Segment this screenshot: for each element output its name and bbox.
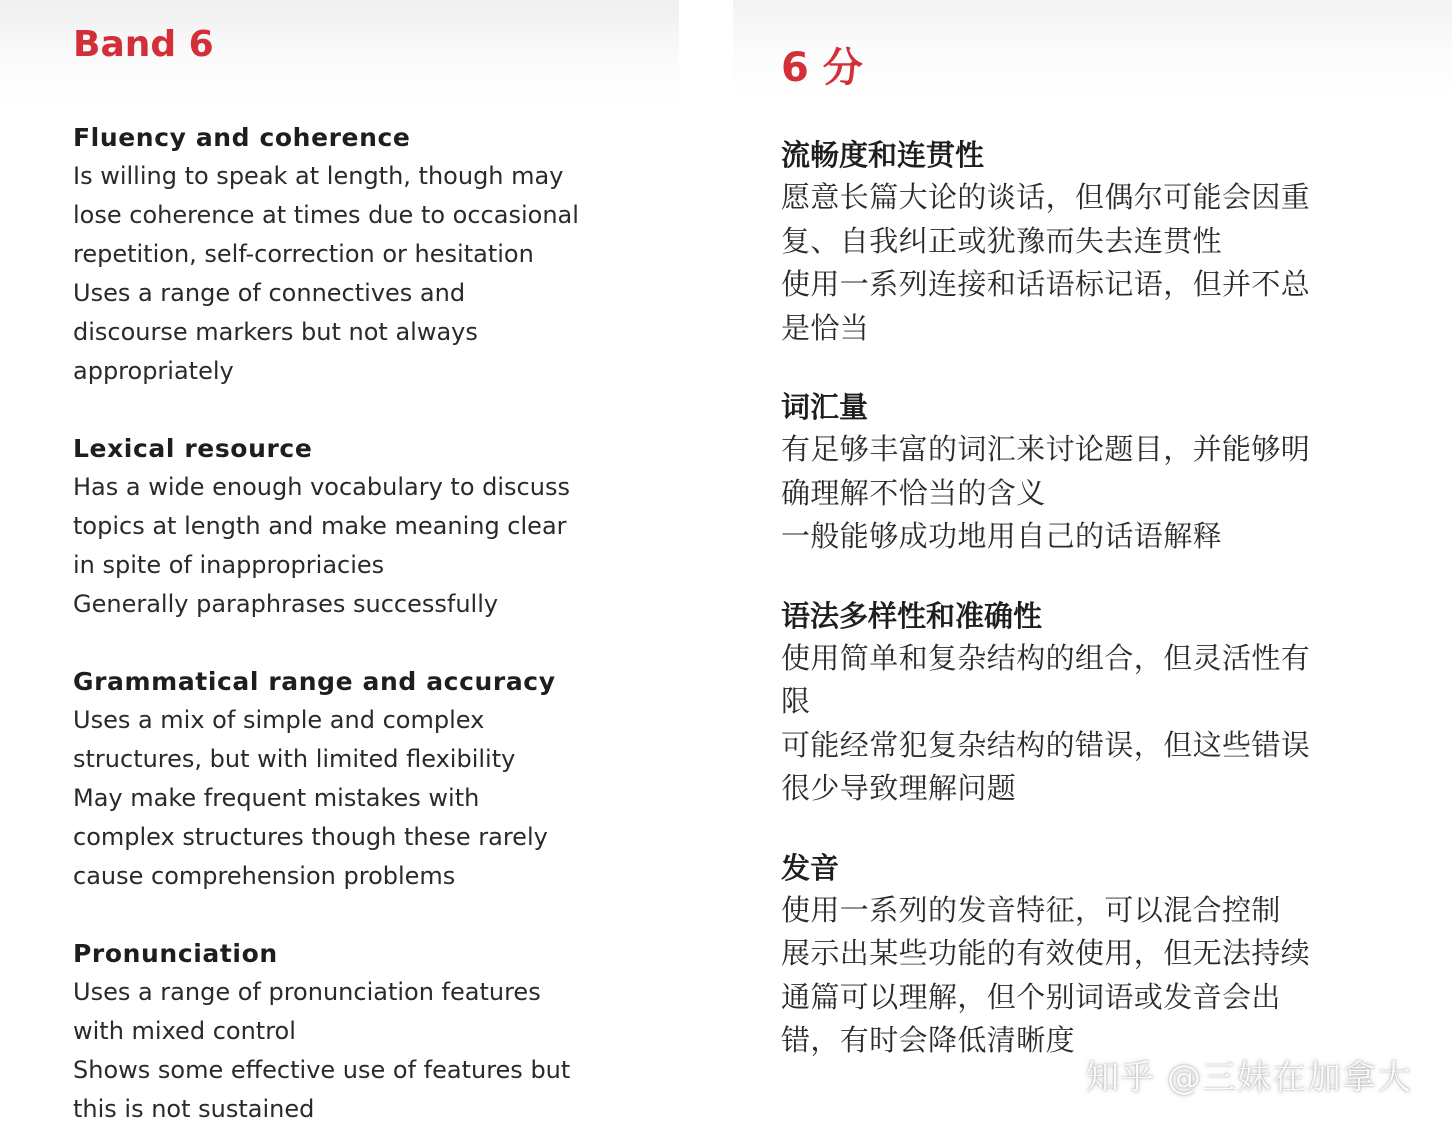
- text-line: 使用简单和复杂结构的组合，但灵活性有: [781, 640, 1311, 675]
- text-line: 使用一系列连接和话语标记语，但并不总: [781, 267, 1311, 301]
- text-line: Generally paraphrases successfully: [73, 590, 499, 618]
- text-line: complex structures though these rarely: [73, 823, 548, 851]
- text-line: 是恰当: [781, 310, 870, 345]
- panel-gap: [679, 0, 733, 1130]
- section-grammar: [73, 662, 679, 896]
- section-heading: 发音: [781, 850, 840, 885]
- section-grammar-cn: [781, 595, 1452, 811]
- text-line: lose coherence at times due to occasional: [73, 201, 579, 229]
- section-heading: Grammatical range and accuracy: [73, 667, 556, 696]
- section-heading: 词汇量: [781, 390, 869, 424]
- section-heading: Fluency and coherence: [73, 123, 411, 152]
- section-heading: 流畅度和连贯性: [781, 138, 985, 172]
- chinese-panel: [733, 0, 1452, 1130]
- section-pronunciation-cn: [781, 847, 1452, 1063]
- text-line: this is not sustained: [73, 1095, 315, 1123]
- text-line: structures, but with limited flexibility: [73, 745, 516, 773]
- text-line: Uses a mix of simple and complex: [73, 706, 485, 734]
- text-line: with mixed control: [73, 1017, 296, 1045]
- text-line: appropriately: [73, 357, 234, 385]
- text-line: 可能经常犯复杂结构的错误，但这些错误: [781, 727, 1311, 762]
- band-title-cn: 6 分: [781, 45, 863, 91]
- text-line: Uses a range of pronunciation features: [73, 978, 541, 1006]
- text-line: in spite of inappropriacies: [73, 551, 385, 579]
- text-line: 有足够丰富的词汇来讨论题目，并能够明: [781, 432, 1311, 466]
- text-line: 愿意长篇大论的谈话，但偶尔可能会因重: [781, 180, 1311, 214]
- section-lexical: [73, 429, 679, 624]
- text-line: 复、自我纠正或犹豫而失去连贯性: [781, 223, 1223, 258]
- text-line: 很少导致理解问题: [781, 771, 1017, 805]
- text-line: May make frequent mistakes with: [73, 784, 480, 812]
- section-fluency-cn: [781, 134, 1452, 350]
- text-line: discourse markers but not always: [73, 318, 478, 346]
- section-fluency: [73, 118, 679, 391]
- section-pronunciation: [73, 934, 679, 1129]
- text-line: cause comprehension problems: [73, 862, 456, 890]
- text-line: 使用一系列的发音特征，可以混合控制: [781, 892, 1281, 927]
- text-line: Shows some effective use of features but: [73, 1056, 571, 1084]
- text-line: Uses a range of connectives and: [73, 279, 466, 307]
- english-panel: [0, 0, 679, 1130]
- text-line: Has a wide enough vocabulary to discuss: [73, 473, 570, 501]
- watermark: 知乎 @三妹在加拿大: [1085, 1058, 1412, 1098]
- section-heading: Lexical resource: [73, 434, 313, 463]
- text-line: 错，有时会降低清晰度: [781, 1023, 1076, 1057]
- section-heading: Pronunciation: [73, 939, 278, 968]
- section-heading: 语法多样性和准确性: [781, 598, 1043, 633]
- text-line: 展示出某些功能的有效使用，但无法持续: [781, 936, 1311, 970]
- text-line: Is willing to speak at length, though may: [73, 162, 564, 190]
- band-title: Band 6: [73, 24, 214, 65]
- text-line: 确理解不恰当的含义: [781, 475, 1046, 510]
- text-line: 通篇可以理解，但个别词语或发音会出: [781, 979, 1281, 1014]
- text-line: 限: [781, 684, 811, 718]
- text-line: 一般能够成功地用自己的话语解释: [781, 519, 1223, 553]
- section-lexical-cn: [781, 386, 1452, 559]
- text-line: repetition, self-correction or hesitation: [73, 240, 534, 268]
- text-line: topics at length and make meaning clear: [73, 512, 567, 540]
